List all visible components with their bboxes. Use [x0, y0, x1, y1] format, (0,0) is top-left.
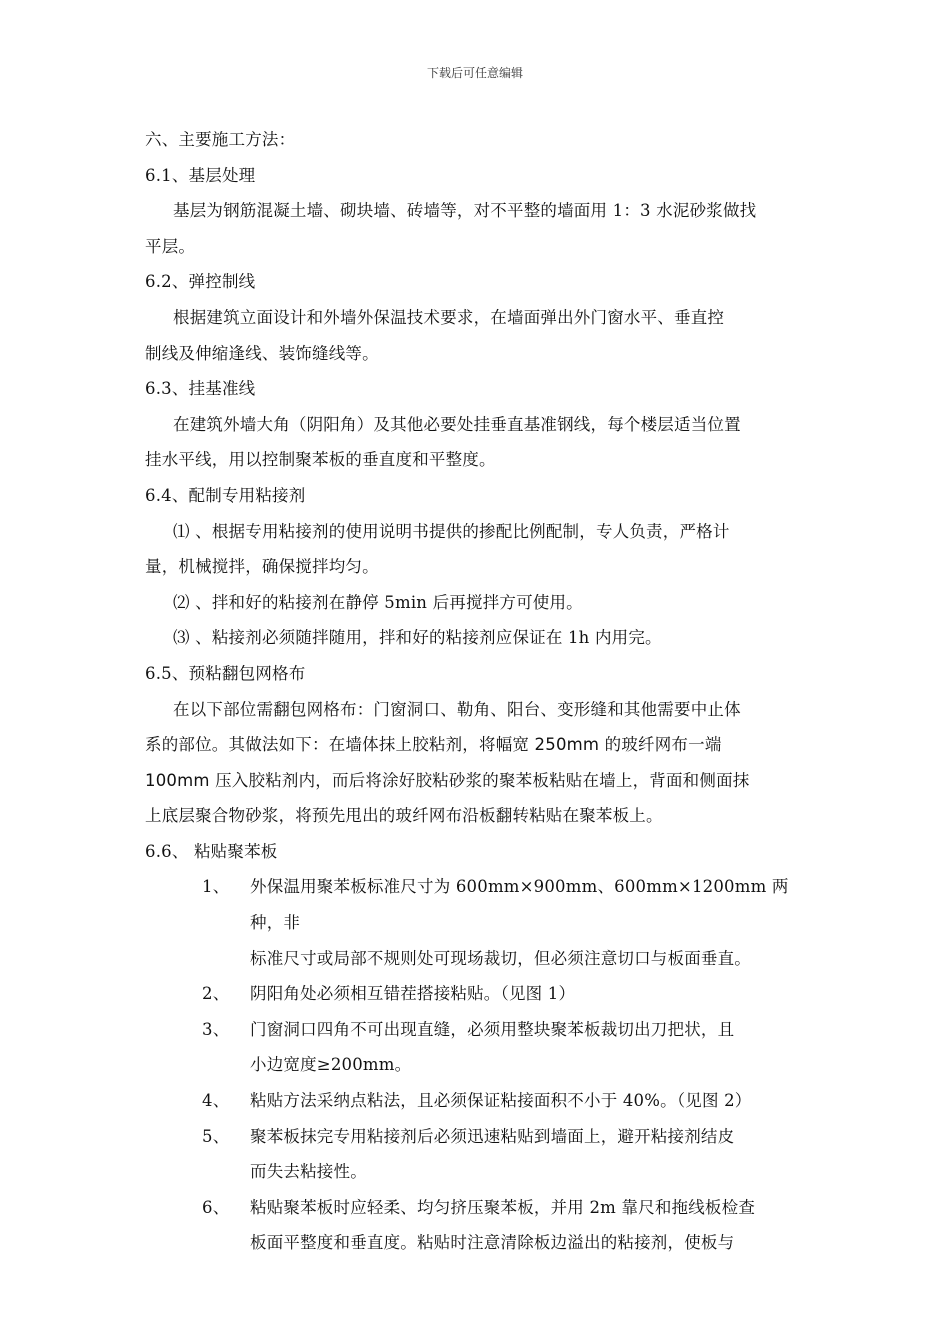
list-item-line-2: 板面平整度和垂直度。粘贴时注意清除板边溢出的粘接剂，使板与 — [250, 1233, 735, 1253]
list-item-line-2: 标准尺寸或局部不规则处可现场裁切，但必须注意切口与板面垂直。 — [250, 948, 751, 968]
paragraph-6-2-line-1: 根据建筑立面设计和外墙外保温技术要求，在墙面弹出外门窗水平、垂直控 — [173, 307, 725, 327]
list-item-line-1: 聚苯板抹完专用粘接剂后必须迅速粘贴到墙面上，避开粘接剂结皮 — [250, 1126, 735, 1146]
list-item-number: 4、 — [202, 1091, 230, 1111]
width-value: 250mm — [534, 735, 600, 755]
list-item-line-1: 阴阳角处必须相互错茬搭接粘贴。（见图 1） — [250, 984, 576, 1004]
paragraph-6-5-line-4: 上底层聚合物砂浆，将预先甩出的玻纤网布沿板翻转粘贴在聚苯板上。 — [145, 806, 663, 826]
paragraph-6-3-line-2: 挂水平线，用以控制聚苯板的垂直度和平整度。 — [145, 450, 496, 470]
list-item-line-1: 粘贴方法采纳点粘法，且必须保证粘接面积不小于 40%。（见图 2） — [250, 1091, 752, 1111]
item-6-4-1-line-1: ⑴ 、根据专用粘接剂的使用说明书提供的掺配比例配制，专人负责，严格计 — [173, 521, 730, 541]
heading-6-3: 6.3、挂基准线 — [145, 379, 256, 399]
list-item-number: 3、 — [202, 1019, 230, 1039]
list-item-number: 2、 — [202, 984, 230, 1004]
list-item — [145, 869, 815, 976]
text-run: 的玻纤网布一端 — [599, 735, 722, 755]
paragraph-6-3-line-1: 在建筑外墙大角（阴阳角）及其他必要处挂垂直基准钢线，每个楼层适当位置 — [173, 414, 741, 434]
list-item-number: 6、 — [202, 1197, 230, 1217]
list-item-line-2: 小边宽度≥200mm。 — [250, 1055, 412, 1075]
list-item — [145, 976, 815, 1012]
paragraph-6-2-line-2: 制线及伸缩逢线、装饰缝线等。 — [145, 343, 379, 363]
paragraph-6-1-line-1: 基层为钢筋混凝土墙、砌块墙、砖墙等，对不平整的墙面用 1：3 水泥砂浆做找 — [173, 201, 757, 221]
list-item — [145, 1012, 815, 1083]
list-item-number: 5、 — [202, 1126, 230, 1146]
item-6-4-2: ⑵ 、拌和好的粘接剂在静停 5min 后再搅拌方可使用。 — [173, 592, 583, 612]
list-item-line-2: 而失去粘接性。 — [250, 1162, 367, 1182]
paragraph-6-1-line-2: 平层。 — [145, 236, 196, 256]
list-item-number: 1、 — [202, 877, 230, 897]
list-item — [145, 1190, 815, 1261]
item-6-4-3: ⑶ 、粘接剂必须随拌随用，拌和好的粘接剂应保证在 1h 内用完。 — [173, 628, 662, 648]
heading-6-1: 6.1、基层处理 — [145, 165, 256, 185]
list-item-line-1: 粘贴聚苯板时应轻柔、均匀挤压聚苯板，并用 2m 靠尺和拖线板检查 — [250, 1197, 756, 1217]
list-item — [145, 1119, 815, 1190]
heading-6-5: 6.5、预粘翻包网格布 — [145, 663, 306, 683]
heading-6-2: 6.2、弹控制线 — [145, 272, 256, 292]
list-item-line-1: 门窗洞口四角不可出现直缝，必须用整块聚苯板裁切出刀把状，且 — [250, 1019, 735, 1039]
depth-value: 100mm — [145, 770, 210, 790]
section-title: 六、主要施工方法： — [145, 130, 296, 149]
item-6-4-1-line-2: 量，机械搅拌，确保搅拌均匀。 — [145, 557, 379, 577]
paragraph-6-5-line-3 — [145, 763, 815, 799]
paragraph-6-5-line-1: 在以下部位需翻包网格布：门窗洞口、勒角、阳台、变形缝和其他需要中止体 — [173, 699, 741, 719]
document-body — [145, 122, 815, 1261]
paragraph-6-5-line-2 — [145, 727, 815, 763]
header-note: 下载后可任意编辑 — [426, 66, 523, 80]
text-run: 压入胶粘剂内，而后将涂好胶粘砂浆的聚苯板粘贴在墙上，背面和侧面抹 — [209, 770, 750, 790]
heading-6-4: 6.4、配制专用粘接剂 — [145, 485, 306, 505]
list-item — [145, 1083, 815, 1119]
heading-6-6: 6.6、 粘贴聚苯板 — [145, 841, 278, 861]
text-run: 系的部位。其做法如下：在墙体抹上胶粘剂，将幅宽 — [145, 735, 535, 755]
list-item-line-1: 外保温用聚苯板标准尺寸为 600mm×900mm、600mm×1200mm 两种，非 — [250, 877, 789, 933]
